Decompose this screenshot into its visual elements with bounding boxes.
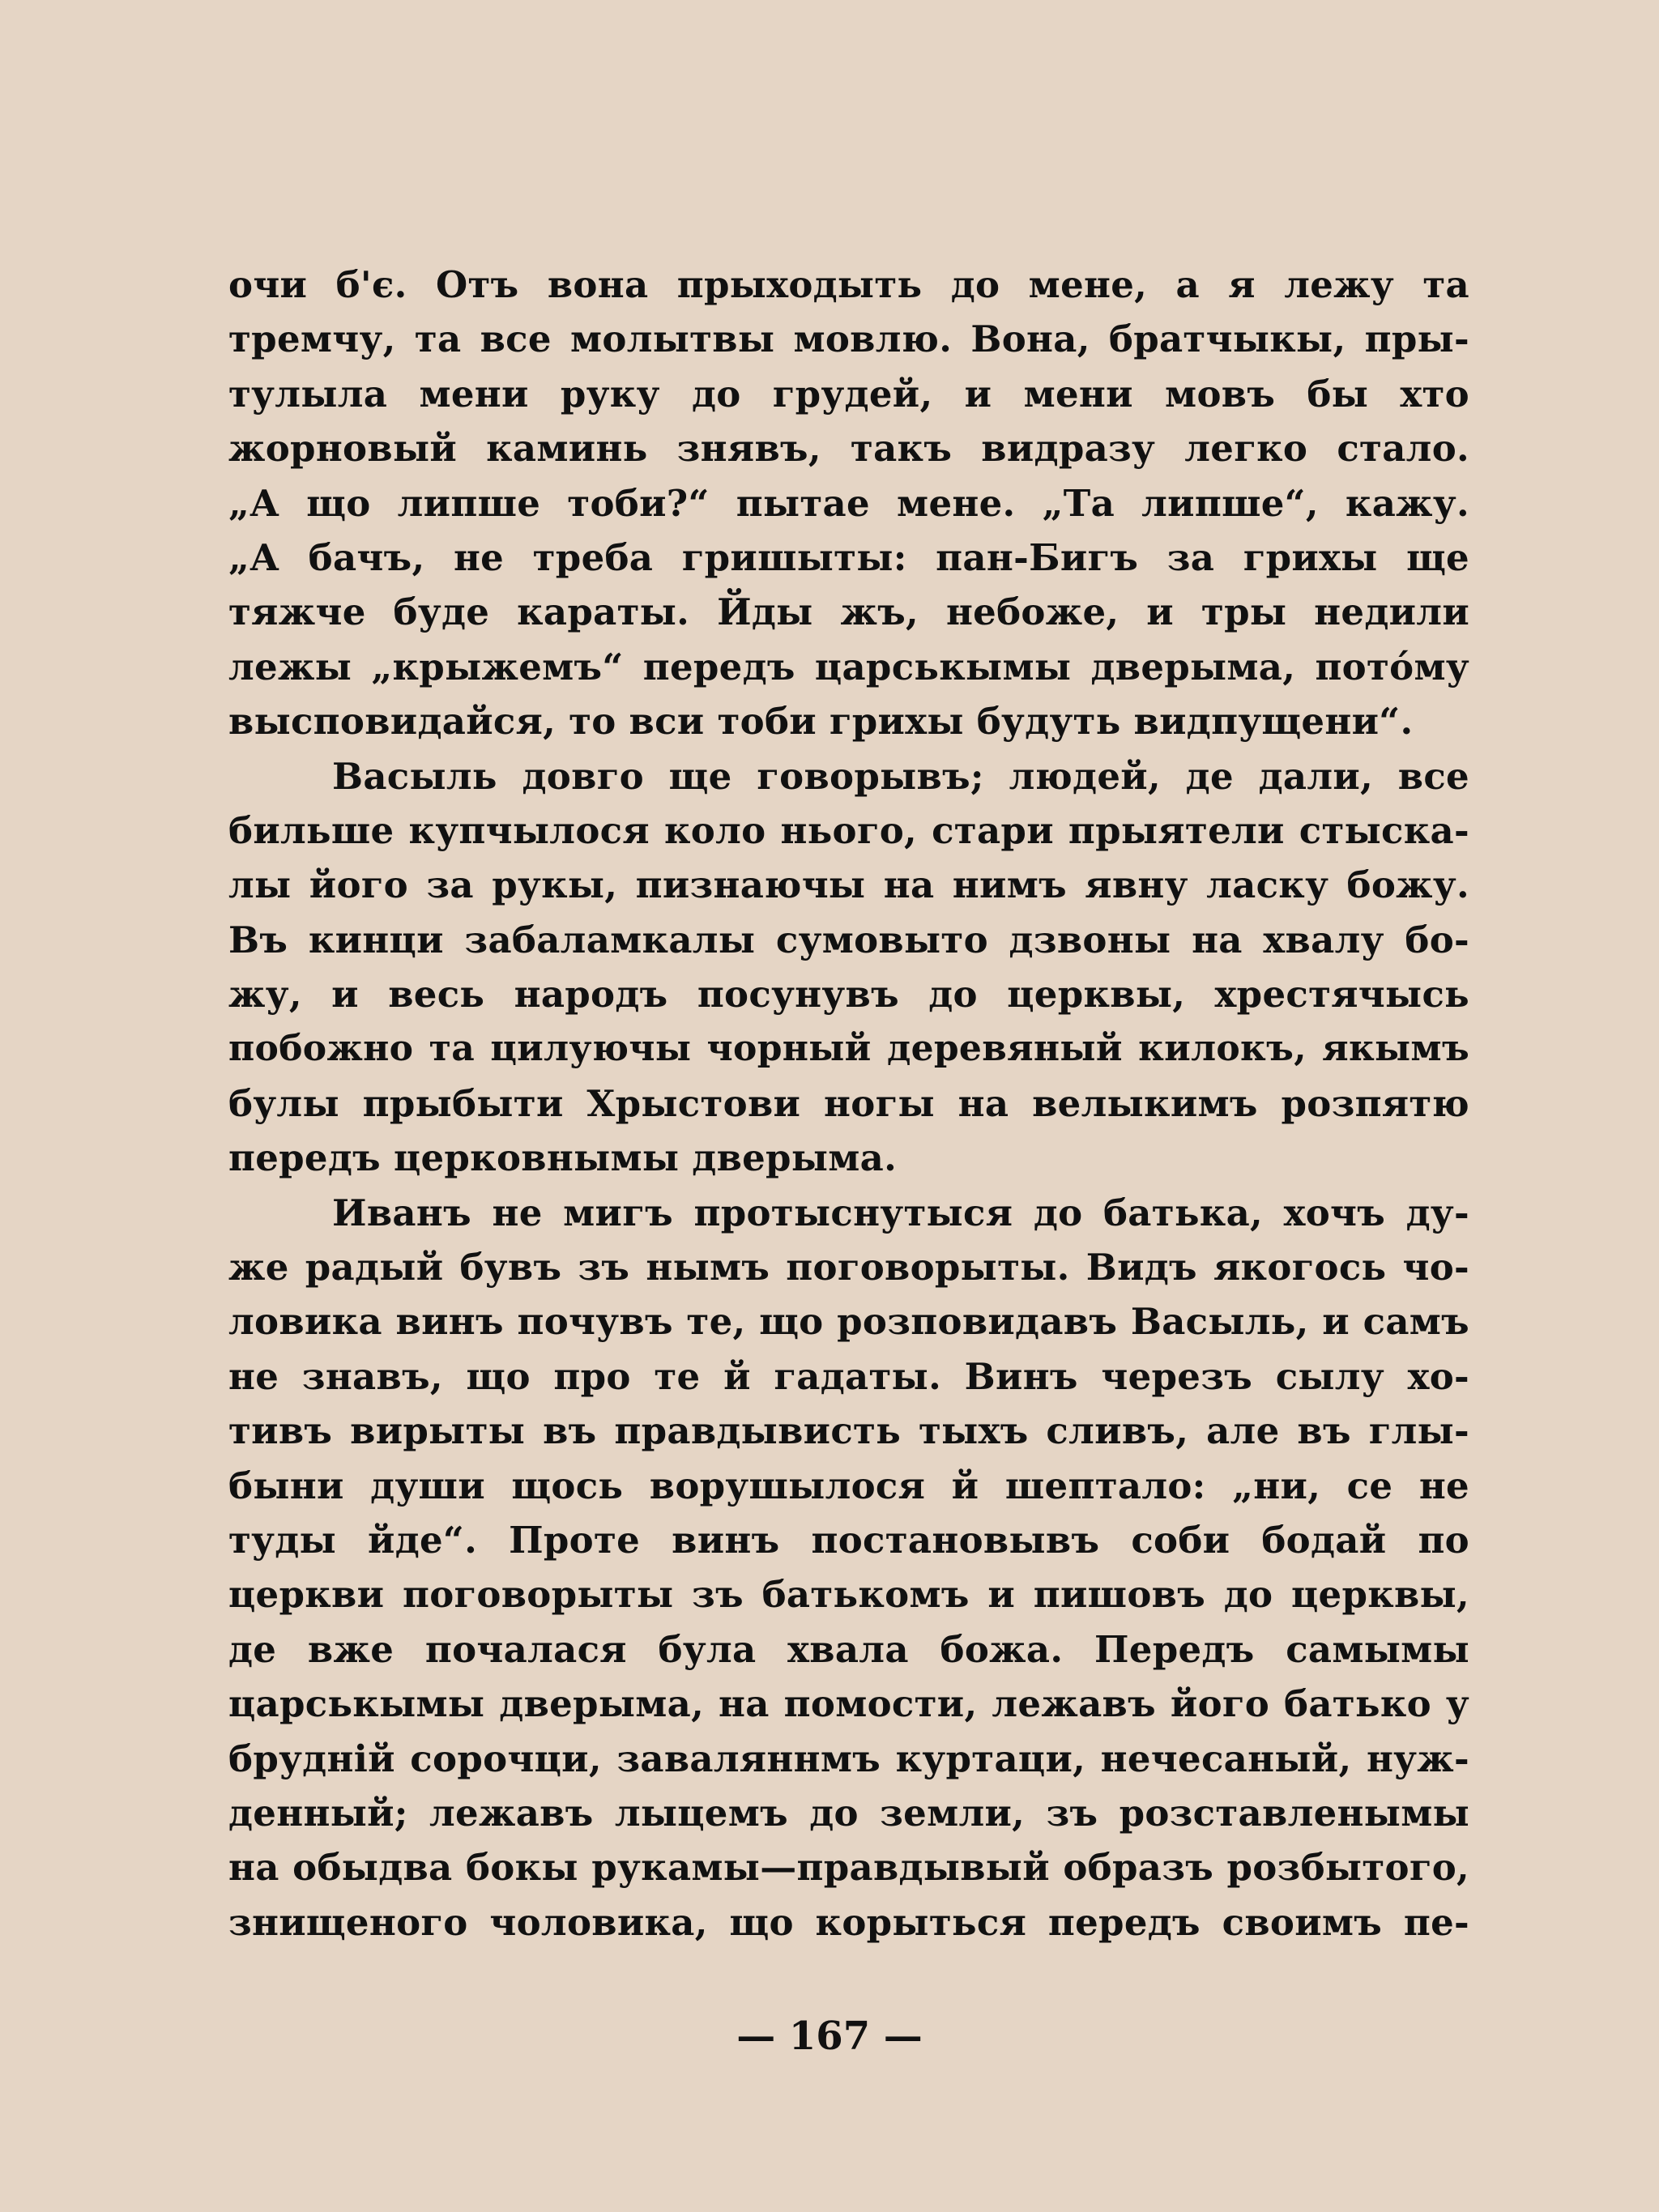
text-line: тивъ вирыты въ правдывисть тыхъ сливъ, але въ глы- — [228, 1409, 1469, 1453]
text-line: тремчу, та все молытвы мовлю. Вона, братчыкы, пры- — [228, 318, 1469, 361]
text-line: не знавъ, що про те й гадаты. Винъ черезъ сылу хо- — [228, 1354, 1469, 1398]
text-line: Васыль довго ще говорывъ; людей, де дали, все — [332, 754, 1469, 798]
text-line: тулыла мени руку до грудей, и мени мовъ бы хто — [228, 372, 1469, 416]
paragraph — [228, 258, 1469, 749]
text-line: ловика винъ почувъ те, що розповидавъ Васыль, и самъ — [228, 1300, 1469, 1344]
paragraph — [228, 1186, 1469, 1950]
text-line: денный; лежавъ лыцемъ до земли, зъ розставленымы — [228, 1791, 1469, 1835]
text-line: Иванъ не мигъ протыснутыся до батька, хочъ ду- — [332, 1191, 1469, 1234]
text-line: знищеного чоловика, що корыться передъ своимъ пе- — [228, 1900, 1469, 1944]
text-line: церкви поговорыты зъ батькомъ и пишовъ до церквы, — [228, 1573, 1469, 1617]
paragraph — [228, 749, 1469, 1186]
text-line: тяжче буде караты. Йды жъ, небоже, и тры недили — [228, 590, 1469, 634]
text-line: передъ церковнымы дверыма. — [228, 1136, 898, 1180]
text-line: лежы „крыжемъ“ передъ царськымы дверыма, потóму — [228, 645, 1469, 688]
text-line: брудній сорочци, заваляннмъ куртаци, нечесаный, нуж- — [228, 1737, 1469, 1780]
text-line: царськымы дверыма, на помости, лежавъ його батько у — [228, 1682, 1469, 1726]
text-line: „А бачъ, не треба гришыты: пан-Бигъ за грихы ще — [228, 535, 1469, 579]
text-line: жу, и весь народъ посунувъ до церквы, хрестячысь — [228, 973, 1469, 1016]
text-line: же радый бувъ зъ нымъ поговорыты. Видъ якогось чо- — [228, 1246, 1469, 1289]
text-line: бильше купчылося коло нього, стари прыятели стыска- — [228, 808, 1469, 852]
text-line: „А що липше тоби?“ пытае мене. „Та липше“, кажу. — [228, 481, 1469, 525]
body-text — [228, 258, 1469, 1950]
text-line: на обыдва бокы рукамы—правдывый образъ розбытого, — [228, 1846, 1469, 1890]
text-line: очи б'є. Отъ вона прыходыть до мене, а я лежу та — [228, 263, 1469, 306]
text-line: туды йде“. Проте винъ постановывъ соби бодай по — [228, 1518, 1469, 1562]
text-line: булы прыбыти Хрыстови ногы на велыкимъ розпятю — [228, 1081, 1469, 1125]
text-line: жорновый каминь знявъ, такъ видразу легко стало. — [228, 427, 1469, 471]
text-line: выcповидайся, то вси тоби грихы будуть видпущени“. — [228, 700, 1414, 744]
text-line: побожно та цилуючы чорный деревяный килокъ, якымъ — [228, 1028, 1469, 1070]
text-line: быни души щось ворушылося й шептало: „ни, се не — [228, 1464, 1469, 1507]
text-line: Въ кинци забаламкалы сумовыто дзвоны на хвалу бо- — [228, 918, 1469, 961]
text-line: лы його за рукы, пизнаючы на нимъ явну ласку божу. — [228, 863, 1469, 907]
page-number: — 167 — — [736, 2014, 923, 2059]
text-line: де вже почалася була хвала божа. Передъ самымы — [228, 1627, 1469, 1671]
